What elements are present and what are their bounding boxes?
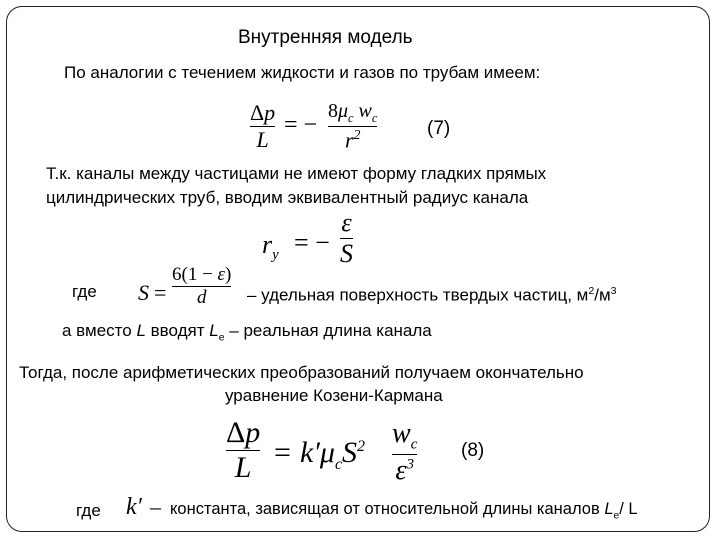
then-text-line-1: Тогда, после арифметических преобразований получаем окончательно	[19, 363, 584, 382]
surface-description: – удельная поверхность твердых частиц, $м^2/м^3$	[247, 285, 617, 305]
dash-symbol: –	[150, 494, 161, 519]
then-text-line-2: уравнение Козени-Кармана	[225, 386, 443, 405]
intro-text: По аналогии с течением жидкости и газов по трубам имеем:	[64, 63, 541, 82]
equation-8-label: (8)	[461, 440, 485, 461]
equation-8: Δp L = $k'\mu_cS^2$ $w_c$ $\varepsilon^3$	[226, 416, 418, 486]
channels-text-line-2: цилиндрических труб, вводим эквивалентный радиус канала	[46, 188, 529, 207]
k-prime-symbol: k′	[126, 494, 142, 520]
channels-text-line-1: Т.к. каналы между частицами не имеют форму гладких прямых	[46, 164, 547, 183]
equation-radius: $r_y$ = − ε S	[262, 208, 353, 268]
equation-surface: S = 6(1 − ε) d	[138, 264, 232, 308]
constant-description: константа, зависящая от относительной длины каналов $L_e/$ L	[170, 500, 638, 522]
equation-7-label: (7)	[427, 118, 451, 139]
where-label-2: где	[76, 501, 101, 520]
equation-7: Δp L = − $8\mu_c$ $w_c$ $r^2$	[250, 100, 378, 153]
slide-title: Внутренняя модель	[238, 27, 413, 48]
where-label-1: где	[72, 282, 97, 301]
instead-L-text: а вместо L вводят $L_e$ – реальная длина канала	[62, 321, 432, 344]
